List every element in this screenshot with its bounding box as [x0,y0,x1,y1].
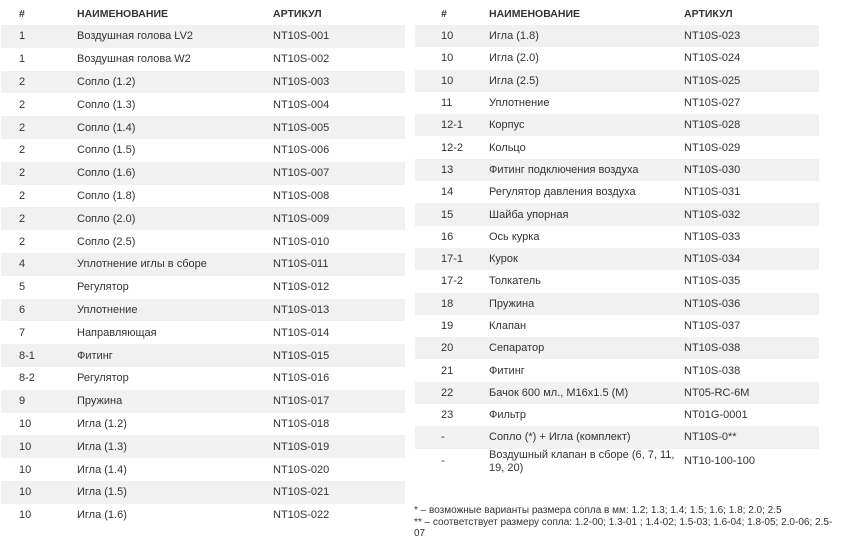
row-name: Фитинг [77,344,273,367]
table-row [1,93,405,116]
table-row [415,449,819,475]
row-article: NT01G-0001 [684,404,819,426]
table-row [1,207,405,230]
row-number: 1 [1,48,77,71]
row-name: Сопло (2.0) [77,207,273,230]
row-name: Пружина [77,390,273,413]
row-name: Бачок 600 мл., M16x1.5 (M) [489,382,684,404]
row-article: NT10S-024 [684,47,819,69]
row-name: Сопло (2.5) [77,230,273,253]
row-number: 10 [1,435,77,458]
table-row [1,390,405,413]
column-header-name: НАИМЕНОВАНИЕ [489,2,684,25]
row-name: Шайба упорная [489,203,684,225]
row-number: 2 [1,230,77,253]
row-number: 8-1 [1,344,77,367]
row-article: NT10S-007 [273,162,405,185]
table-row [415,315,819,337]
row-name: Уплотнение иглы в сборе [77,253,273,276]
row-name: Уплотнение [489,92,684,114]
footnotes [414,505,839,540]
row-name: Курок [489,248,684,270]
row-name: Воздушная голова LV2 [77,25,273,48]
row-name: Сопло (1.2) [77,71,273,94]
row-number: 10 [1,458,77,481]
row-number: 1 [1,25,77,48]
table-row [415,404,819,426]
table-row [415,293,819,315]
table-row [1,458,405,481]
column-header-number: # [415,2,489,25]
row-article: NT10-100-100 [684,449,819,475]
table-row [1,413,405,436]
row-article: NT10S-028 [684,114,819,136]
row-article: NT10S-032 [684,203,819,225]
row-article: NT10S-002 [273,48,405,71]
table-row [415,47,819,69]
row-name: Игла (1.8) [489,25,684,47]
row-name: Воздушный клапан в сборе (6, 7, 11, 19, 20) [489,449,684,475]
row-article: NT10S-033 [684,226,819,248]
row-article: NT05-RC-6M [684,382,819,404]
row-name: Сопло (1.8) [77,185,273,208]
table-row [415,181,819,203]
row-number: 20 [415,337,489,359]
table-row [1,367,405,390]
row-number: 2 [1,207,77,230]
row-article: NT10S-016 [273,367,405,390]
row-number: 18 [415,293,489,315]
row-name: Сопло (1.6) [77,162,273,185]
row-number: 2 [1,185,77,208]
table-row [1,185,405,208]
row-article: NT10S-018 [273,413,405,436]
row-name: Регулятор давления воздуха [489,181,684,203]
table-row [415,114,819,136]
row-number: 10 [1,504,77,527]
table-row [1,230,405,253]
row-article: NT10S-025 [684,70,819,92]
row-name: Толкатель [489,270,684,292]
row-name: Сопло (1.5) [77,139,273,162]
row-number: 21 [415,359,489,381]
row-name: Кольцо [489,136,684,158]
table-row [1,299,405,322]
row-name: Игла (1.5) [77,481,273,504]
row-number: 19 [415,315,489,337]
row-article: NT10S-009 [273,207,405,230]
row-article: NT10S-010 [273,230,405,253]
table-row [415,203,819,225]
row-name: Воздушная голова W2 [77,48,273,71]
row-article: NT10S-001 [273,25,405,48]
row-name: Фильтр [489,404,684,426]
row-number: 23 [415,404,489,426]
parts-table-left [1,2,405,527]
table-row [415,25,819,47]
row-name: Направляющая [77,321,273,344]
row-name: Фитинг [489,359,684,381]
table-row [1,504,405,527]
row-article: NT10S-037 [684,315,819,337]
row-name: Пружина [489,293,684,315]
row-number: 6 [1,299,77,322]
column-header-name: НАИМЕНОВАНИЕ [77,2,273,25]
row-number: 14 [415,181,489,203]
column-header-article: АРТИКУЛ [684,2,819,25]
table-row [415,92,819,114]
row-name: Ось курка [489,226,684,248]
row-article: NT10S-015 [273,344,405,367]
row-number: 13 [415,159,489,181]
footnote-nozzle-sizes: * – возможные варианты размера сопла в мм: 1.2; 1.3; 1.4; 1.5; 1.6; 1.8; 2.0; 2.5 [414,505,782,516]
row-name: Регулятор [77,276,273,299]
row-number: 15 [415,203,489,225]
row-number: 16 [415,226,489,248]
footnote-nozzle-codes: ** – соответствует размеру сопла: 1.2-00; 1.3-01 ; 1.4-02; 1.5-03; 1.6-04; 1.8-05; 2.0-06; 2.5-07 [414,516,833,539]
row-article: NT10S-004 [273,93,405,116]
row-number: 10 [415,47,489,69]
table-row [1,253,405,276]
row-number: 2 [1,93,77,116]
row-number: 9 [1,390,77,413]
row-name: Игла (1.4) [77,458,273,481]
row-article: NT10S-011 [273,253,405,276]
row-article: NT10S-031 [684,181,819,203]
row-name: Игла (1.3) [77,435,273,458]
row-article: NT10S-019 [273,435,405,458]
row-article: NT10S-014 [273,321,405,344]
row-number: 2 [1,162,77,185]
row-article: NT10S-008 [273,185,405,208]
row-number: 12-2 [415,136,489,158]
table-row [415,136,819,158]
table-row [1,344,405,367]
table-row [1,71,405,94]
row-article: NT10S-038 [684,359,819,381]
row-article: NT10S-036 [684,293,819,315]
row-name: Уплотнение [77,299,273,322]
row-article: NT10S-030 [684,159,819,181]
row-article: NT10S-013 [273,299,405,322]
row-article: NT10S-020 [273,458,405,481]
table-row [1,25,405,48]
table-row [1,481,405,504]
table-row [1,435,405,458]
row-number: 2 [1,71,77,94]
table-row [415,248,819,270]
row-article: NT10S-006 [273,139,405,162]
row-number: - [415,426,489,448]
row-article: NT10S-029 [684,136,819,158]
row-number: 2 [1,139,77,162]
row-number: 10 [1,481,77,504]
row-number: 10 [415,70,489,92]
column-header-article: АРТИКУЛ [273,2,405,25]
row-name: Клапан [489,315,684,337]
column-header-number: # [1,2,77,25]
table-header-row [1,2,405,25]
table-row [1,48,405,71]
table-row [1,116,405,139]
row-article: NT10S-021 [273,481,405,504]
row-name: Игла (1.6) [77,504,273,527]
parts-table-right [415,2,819,475]
row-name: Сопло (1.3) [77,93,273,116]
row-name: Игла (2.5) [489,70,684,92]
row-name: Сопло (*) + Игла (комплект) [489,426,684,448]
row-article: NT10S-003 [273,71,405,94]
table-row [1,321,405,344]
row-article: NT10S-005 [273,116,405,139]
row-number: 2 [1,116,77,139]
row-name: Сопло (1.4) [77,116,273,139]
row-number: 17-2 [415,270,489,292]
table-row [415,337,819,359]
row-number: 11 [415,92,489,114]
row-number: 8-2 [1,367,77,390]
table-body-left [1,25,405,527]
row-number: 22 [415,382,489,404]
table-row [415,270,819,292]
table-row [415,70,819,92]
table-row [1,162,405,185]
row-article: NT10S-012 [273,276,405,299]
row-number: 4 [1,253,77,276]
row-number: - [415,449,489,475]
row-number: 12-1 [415,114,489,136]
table-row [415,382,819,404]
row-number: 7 [1,321,77,344]
table-row [1,276,405,299]
table-row [415,226,819,248]
table-row [415,426,819,448]
row-name: Корпус [489,114,684,136]
row-name: Игла (1.2) [77,413,273,436]
row-article: NT10S-035 [684,270,819,292]
row-article: NT10S-027 [684,92,819,114]
table-header-row [415,2,819,25]
row-name: Сепаратор [489,337,684,359]
table-row [415,359,819,381]
table-body-right [415,25,819,475]
row-number: 10 [1,413,77,436]
row-article: NT10S-038 [684,337,819,359]
row-name: Регулятор [77,367,273,390]
row-article: NT10S-022 [273,504,405,527]
row-article: NT10S-017 [273,390,405,413]
row-article: NT10S-0** [684,426,819,448]
row-number: 10 [415,25,489,47]
row-number: 17-1 [415,248,489,270]
table-row [1,139,405,162]
table-row [415,159,819,181]
row-number: 5 [1,276,77,299]
row-name: Фитинг подключения воздуха [489,159,684,181]
row-article: NT10S-023 [684,25,819,47]
row-article: NT10S-034 [684,248,819,270]
row-name: Игла (2.0) [489,47,684,69]
